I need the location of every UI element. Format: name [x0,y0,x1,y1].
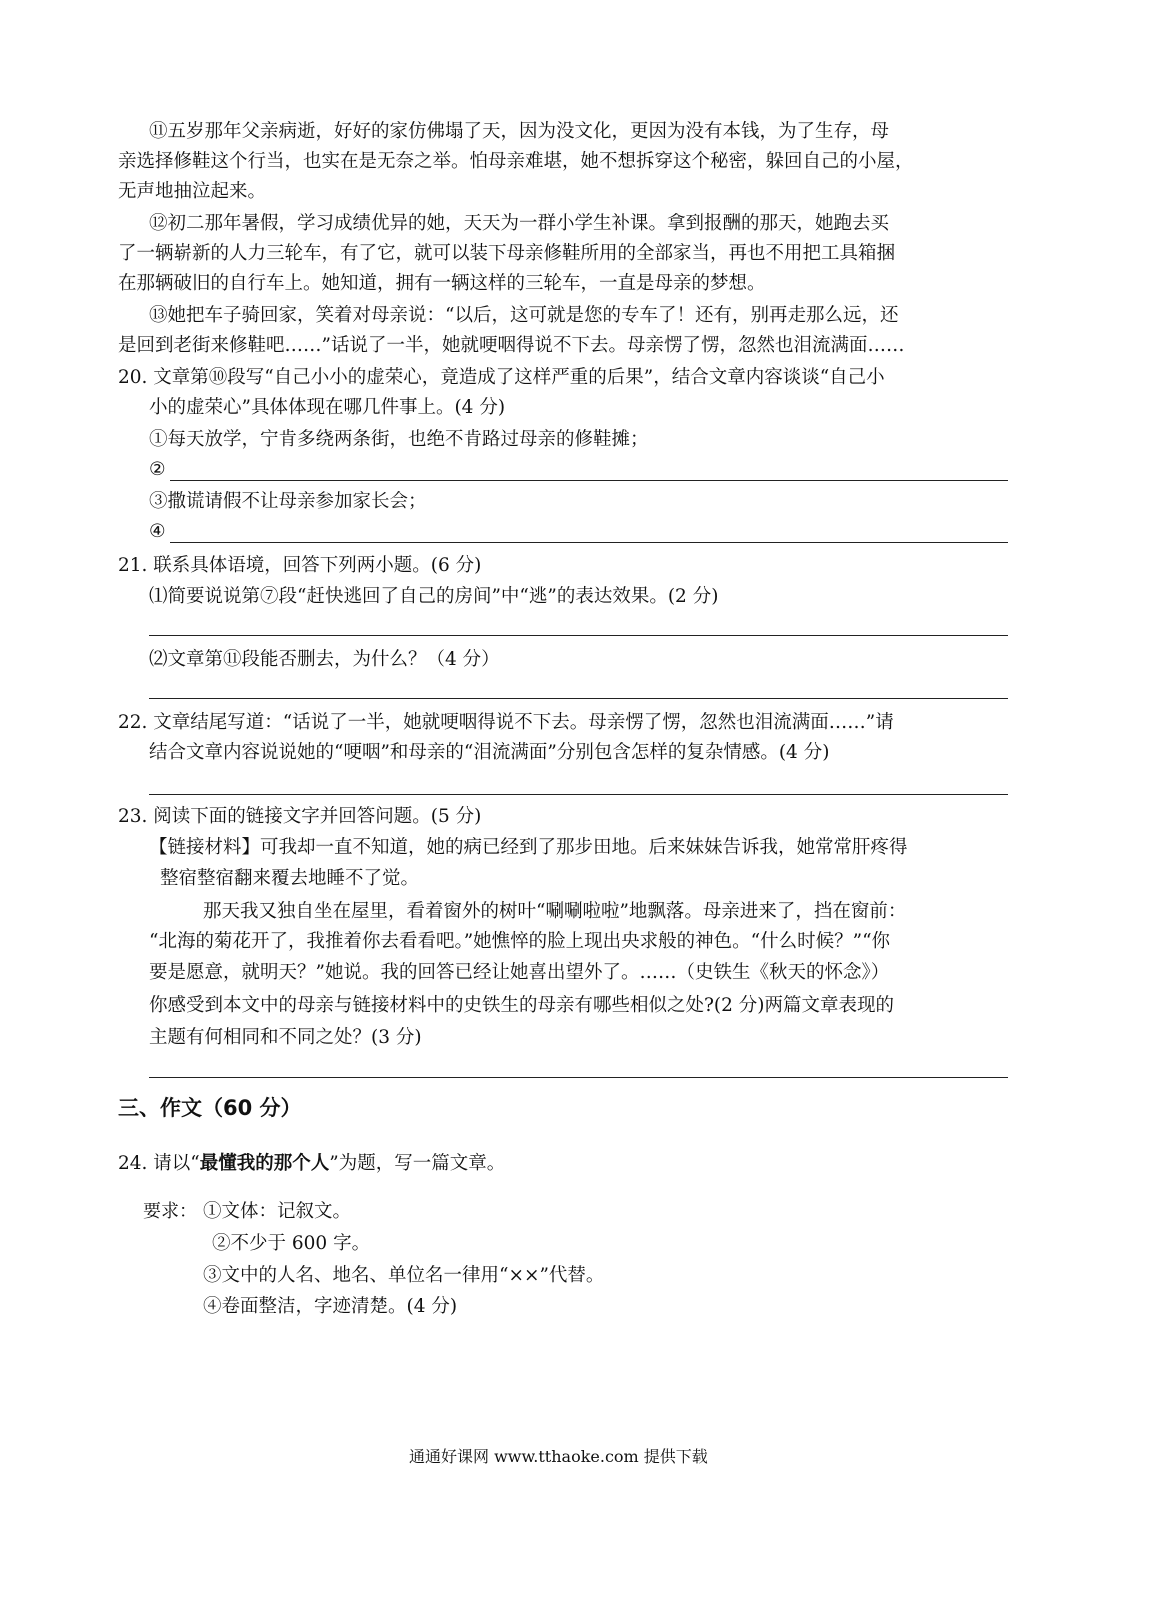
paragraph-11-line-2: 亲选择修鞋这个行当，也实在是无奈之举。怕母亲难堪，她不想拆穿这个秘密，躲回自己的小屋， [118,151,914,172]
requirement-2: ②不少于 600 字。 [212,1233,371,1254]
answer-line-20-2 [170,480,1008,481]
section-3-heading: 三、作文（60 分） [118,1096,302,1120]
question-24-prefix: 24. 请以“ [118,1153,200,1174]
answer-line-22 [149,794,1008,795]
paragraph-13-line-2: 是回到老街来修鞋吧……”话说了一半，她就哽咽得说不下去。母亲愣了愣，忽然也泪流满面…… [118,335,905,356]
question-23-stem: 23. 阅读下面的链接文字并回答问题。(5 分) [118,806,482,827]
question-21-sub-1: ⑴简要说说第⑦段“赶快逃回了自己的房间”中“逃”的表达效果。(2 分) [149,586,719,607]
question-21-stem: 21. 联系具体语境，回答下列两小题。(6 分) [118,555,482,576]
question-21-sub-2: ⑵文章第⑪段能否删去，为什么？（4 分） [149,649,500,670]
requirement-3: ③文中的人名、地名、单位名一律用“××”代替。 [203,1265,605,1286]
requirement-4: ④卷面整洁，字迹清楚。(4 分) [203,1296,458,1317]
question-22-line-2: 结合文章内容说说她的“哽咽”和母亲的“泪流满面”分别包含怎样的复杂情感。(4 分) [149,742,830,763]
question-20-line-1: 20. 文章第⑩段写“自己小小的虚荣心，竟造成了这样严重的后果”，结合文章内容谈谈“自己小 [118,367,885,388]
essay-topic: 最懂我的那个人 [199,1153,330,1174]
paragraph-12-line-1: ⑫初二那年暑假，学习成绩优异的她，天天为一群小学生补课。拿到报酬的那天，她跑去买 [149,213,890,234]
answer-line-23 [149,1077,1008,1078]
question-20-item-1: ①每天放学，宁肯多绕两条街，也绝不肯路过母亲的修鞋摊； [149,429,649,450]
question-24-suffix: ”为题，写一篇文章。 [329,1153,506,1174]
question-23-ask-line-1: 你感受到本文中的母亲与链接材料中的史铁生的母亲有哪些相似之处?(2 分)两篇文章表现的 [149,995,895,1016]
link-material-line-3: 那天我又独自坐在屋里，看着窗外的树叶“唰唰啦啦”地飘落。母亲进来了，挡在窗前： [203,901,907,922]
answer-line-21-2 [149,698,1008,699]
answer-line-20-4 [170,542,1008,543]
paragraph-12-line-3: 在那辆破旧的自行车上。她知道，拥有一辆这样的三轮车，一直是母亲的梦想。 [118,273,766,294]
answer-line-21-1 [149,635,1008,636]
question-24 [118,1152,505,1176]
paragraph-13-line-1: ⑬她把车子骑回家，笑着对母亲说：“以后，这可就是您的专车了！还有，别再走那么远，还 [149,305,899,326]
paragraph-11-line-3: 无声地抽泣起来。 [118,181,267,202]
paragraph-12-line-2: 了一辆崭新的人力三轮车，有了它，就可以装下母亲修鞋所用的全部家当，再也不用把工具箱捆 [118,243,896,264]
question-20-item-3: ③撒谎请假不让母亲参加家长会； [149,491,427,512]
question-20-item-2: ② [149,459,166,480]
link-material-line-4: “北海的菊花开了，我推着你去看看吧。”她憔悴的脸上现出央求般的神色。“什么时候？”“你 [149,931,891,952]
question-20-line-2: 小的虚荣心”具体体现在哪几件事上。(4 分) [149,397,506,418]
footer-source: 通通好课网 www.tthaoke.com 提供下载 [409,1447,708,1466]
link-material-line-5: 要是愿意，就明天？”她说。我的回答已经让她喜出望外了。……（史铁生《秋天的怀念》） [149,962,890,983]
requirement-1: ①文体：记叙文。 [203,1201,352,1222]
requirements-label: 要求： [143,1201,197,1222]
question-20-item-4: ④ [149,521,166,542]
link-material-line-2: 整宿整宿翻来覆去地睡不了觉。 [160,868,420,889]
link-material-line-1: 【链接材料】可我却一直不知道，她的病已经到了那步田地。后来妹妹告诉我，她常常肝疼得 [149,837,908,858]
question-22-line-1: 22. 文章结尾写道：“话说了一半，她就哽咽得说不下去。母亲愣了愣，忽然也泪流满面……”请 [118,712,894,733]
question-23-ask-line-2: 主题有何相同和不同之处？(3 分) [149,1027,422,1048]
paragraph-11-line-1: ⑪五岁那年父亲病逝，好好的家仿佛塌了天，因为没文化，更因为没有本钱，为了生存，母 [149,121,890,142]
